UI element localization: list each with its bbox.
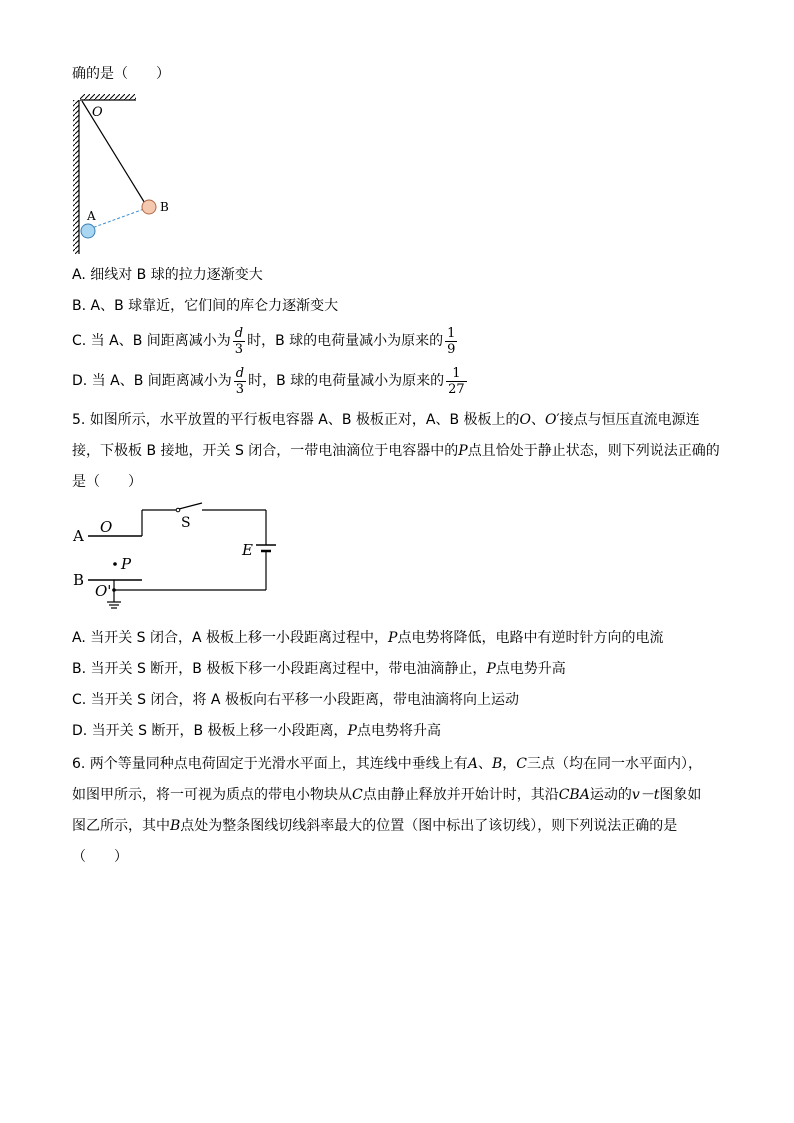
q4-stem-tail: 确的是（ ） xyxy=(72,66,170,82)
q4-option-d xyxy=(72,364,469,398)
q5-option-b: B. 当开关 S 断开，B 极板下移一小段距离过程中，带电油滴静止，P点电势升高 xyxy=(72,661,566,677)
q5-option-d: D. 当开关 S 断开，B 极板上移一小段距离，P点电势将升高 xyxy=(72,723,441,739)
label-o: O xyxy=(100,518,113,536)
q4-option-c-frac2: $\frac{1}{9}$ xyxy=(447,325,456,357)
q4-option-c-frac1: $\frac{d}{3}$ xyxy=(234,325,244,357)
q4-pendulum-figure xyxy=(70,94,170,256)
q5-option-a: A. 当开关 S 闭合，A 极板上移一小段距离过程中，P点电势将降低，电路中有逆时针方向的电流 xyxy=(72,630,664,646)
q4-option-d-middle: 时，B 球的电荷量减小为原来的 xyxy=(248,373,445,389)
q4-option-d-frac2: $\frac{1}{27}$ xyxy=(448,365,465,397)
q6-line-4: （ ） xyxy=(72,849,128,865)
label-plate-a: A xyxy=(73,527,84,545)
label-b: B xyxy=(160,200,169,214)
point-p xyxy=(113,562,117,566)
ball-b xyxy=(142,200,156,214)
q5-circuit-figure xyxy=(70,500,280,618)
label-s: S xyxy=(181,515,191,531)
label-p: P xyxy=(121,555,132,573)
q4-option-c xyxy=(72,324,459,358)
wall-hatch xyxy=(73,100,79,254)
label-a: A xyxy=(87,209,96,223)
switch-blade xyxy=(179,503,202,509)
ceiling-hatch xyxy=(80,94,136,100)
q4-option-c-prefix: C. 当 A、B 间距离减小为 xyxy=(72,333,231,349)
label-o: O xyxy=(92,105,103,120)
q4-option-d-frac1: $\frac{d}{3}$ xyxy=(235,365,245,397)
label-e: E xyxy=(242,541,253,559)
q5-stem-line-3: 是（ ） xyxy=(72,474,142,490)
q4-option-c-middle: 时，B 球的电荷量减小为原来的 xyxy=(247,333,444,349)
q5-option-c: C. 当开关 S 闭合，将 A 极板向右平移一小段距离，带电油滴将向上运动 xyxy=(72,692,519,708)
ab-dashed-line xyxy=(89,209,144,229)
q6-line-3: 图乙所示，其中B点处为整条图线切线斜率最大的位置（图中标出了该切线），则下列说法正确的是 xyxy=(72,818,678,834)
q5-stem-line-1: 5. 如图所示，水平放置的平行板电容器 A、B 极板正对，A、B 极板上的O、O′接点与恒压直流电源连 xyxy=(72,412,700,428)
q5-stem-line-2: 接，下极板 B 接地，开关 S 闭合，一带电油滴位于电容器中的P点且恰处于静止状态，则下列说法正确的 xyxy=(72,443,720,459)
q4-option-a: A. 细线对 B 球的拉力逐渐变大 xyxy=(72,267,263,283)
q6-line-1: 6. 两个等量同种点电荷固定于光滑水平面上，其连线中垂线上有A、B，C三点（均在同一水平面内）， xyxy=(72,756,702,772)
q4-option-b: B. A、B 球靠近，它们间的库仑力逐渐变大 xyxy=(72,298,339,314)
q6-line-2: 如图甲所示，将一可视为质点的带电小物块从C点由静止释放并开始计时，其沿CBA运动的v－t图象如 xyxy=(72,787,702,803)
q4-option-d-prefix: D. 当 A、B 间距离减小为 xyxy=(72,373,232,389)
ball-a xyxy=(81,224,95,238)
label-plate-b: B xyxy=(73,571,85,589)
label-o-prime: O' xyxy=(95,582,112,600)
